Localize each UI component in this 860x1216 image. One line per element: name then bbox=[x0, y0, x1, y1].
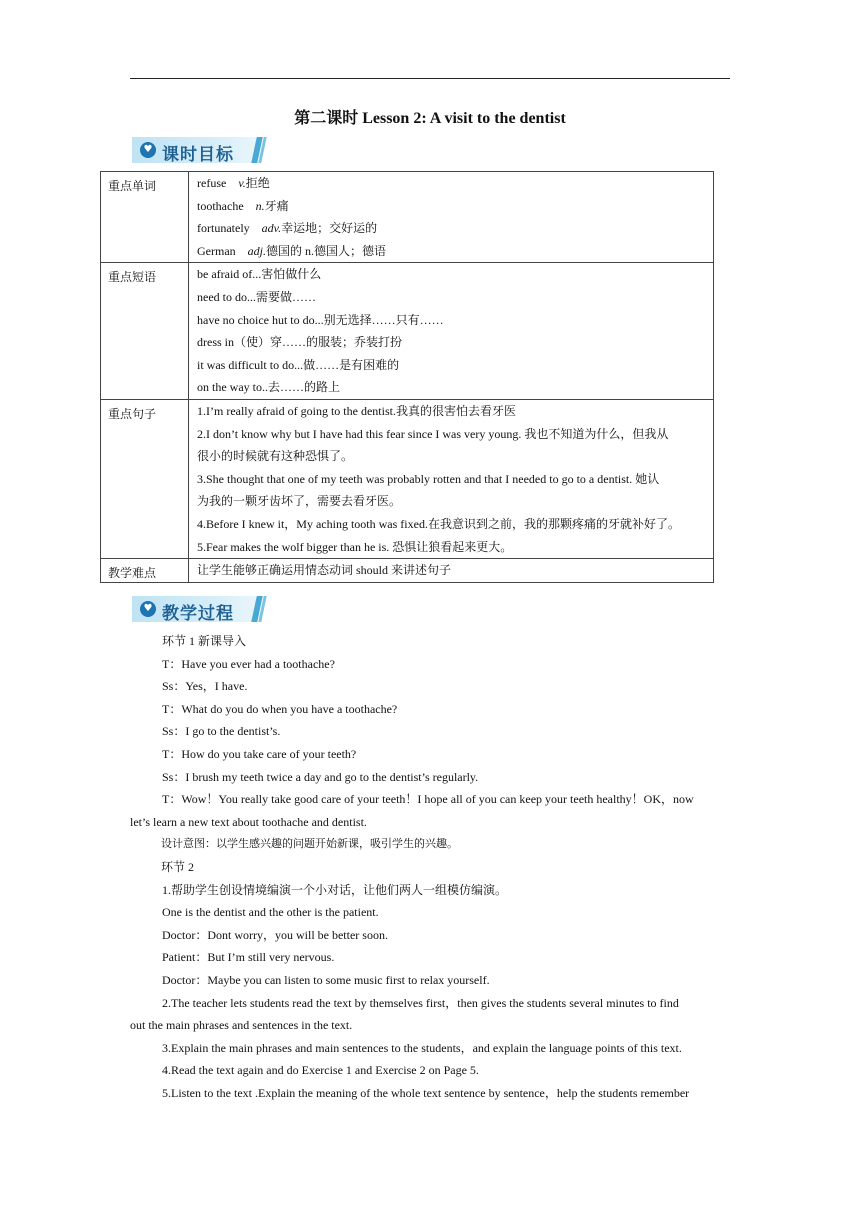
process-line: 设计意图：以学生感兴趣的问题开始新课，吸引学生的兴趣。 bbox=[161, 837, 458, 851]
process-line: Doctor：Dont worry，you will be better soon. bbox=[162, 927, 388, 942]
row-value bbox=[189, 399, 714, 558]
process-line: out the main phrases and sentences in the text. bbox=[130, 1018, 353, 1033]
header-rule bbox=[130, 78, 730, 79]
trophy-icon: ♥ bbox=[140, 142, 156, 158]
row-value bbox=[189, 172, 714, 263]
sentence-line: 2.I don’t know why but I have had this fear since I was very young. 我也不知道为什么，但我从 bbox=[197, 426, 669, 441]
table-row bbox=[101, 172, 714, 263]
phrase-line: dress in（使）穿……的服装；乔装打扮 bbox=[197, 335, 402, 350]
table-row bbox=[101, 399, 714, 558]
page-title: 第二课时 Lesson 2: A visit to the dentist bbox=[294, 110, 566, 127]
process-line: Doctor：Maybe you can listen to some music first to relax yourself. bbox=[162, 972, 490, 987]
process-line: 2.The teacher lets students read the text by themselves first，then gives the students several minutes to find bbox=[162, 995, 679, 1010]
sentence-line: 5.Fear makes the wolf bigger than he is. 恐惧让狼看起来更大。 bbox=[197, 539, 513, 554]
process-line: Patient：But I’m still very nervous. bbox=[162, 950, 335, 965]
phrase-line: on the way to..去……的路上 bbox=[197, 380, 340, 395]
table-row bbox=[101, 559, 714, 583]
section-banner-goals bbox=[132, 137, 266, 163]
word-line: German adj.德国的 n.德国人；德语 bbox=[197, 243, 387, 258]
trophy-icon: ♥ bbox=[140, 601, 156, 617]
process-line: Ss：I brush my teeth twice a day and go to the dentist’s regularly. bbox=[162, 769, 479, 784]
banner-label: 课时目标 bbox=[162, 145, 234, 165]
row-key: 重点单词 bbox=[101, 172, 189, 263]
sentence-line: 很小的时候就有这种恐惧了。 bbox=[197, 449, 354, 464]
banner-label: 教学过程 bbox=[162, 604, 234, 624]
section-banner-process bbox=[132, 596, 266, 622]
process-line: T：Have you ever had a toothache? bbox=[162, 656, 335, 671]
phrase-line: have no choice hut to do...别无选择……只有…… bbox=[197, 312, 444, 327]
phrase-line: need to do...需要做…… bbox=[197, 289, 316, 304]
sentence-line: 3.She thought that one of my teeth was probably rotten and that I needed to go to a dentist. 她认 bbox=[197, 471, 660, 486]
word-line: refuse v.拒绝 bbox=[197, 176, 270, 190]
row-value bbox=[189, 263, 714, 400]
word-line: toothache n.牙痛 bbox=[197, 198, 289, 213]
process-line: T：How do you take care of your teeth? bbox=[162, 746, 357, 761]
phrase-line: it was difficult to do...做……是有困难的 bbox=[197, 357, 400, 372]
process-line: 3.Explain the main phrases and main sentences to the students，and explain the language points of this text. bbox=[162, 1040, 682, 1055]
phrase-line: be afraid of...害怕做什么 bbox=[197, 267, 322, 282]
row-value bbox=[189, 559, 714, 583]
goals-table bbox=[100, 171, 714, 583]
process-line: T：What do you do when you have a toothache? bbox=[162, 701, 398, 716]
teaching-process bbox=[130, 630, 732, 1104]
row-key: 重点句子 bbox=[101, 399, 189, 558]
table-row bbox=[101, 263, 714, 400]
process-line: 环节 2 bbox=[161, 859, 195, 874]
process-line: One is the dentist and the other is the patient. bbox=[162, 905, 379, 920]
process-line: let’s learn a new text about toothache and dentist. bbox=[130, 814, 367, 829]
row-key: 重点短语 bbox=[101, 263, 189, 400]
process-line: 1.帮助学生创设情境编演一个小对话，让他们两人一组模仿编演。 bbox=[162, 882, 508, 897]
process-line: 4.Read the text again and do Exercise 1 and Exercise 2 on Page 5. bbox=[162, 1063, 479, 1078]
process-line: Ss：I go to the dentist’s. bbox=[162, 724, 281, 739]
sentence-line: 4.Before I knew it，My aching tooth was fixed.在我意识到之前，我的那颗疼痛的牙就补好了。 bbox=[197, 516, 680, 531]
word-line: fortunately adv.幸运地；交好运的 bbox=[197, 221, 378, 236]
process-line: T：Wow！You really take good care of your teeth！I hope all of you can keep your teeth healthy！OK，now bbox=[162, 792, 694, 807]
process-line: 环节 1 新课导入 bbox=[162, 634, 247, 648]
sentence-line: 为我的一颗牙齿坏了，需要去看牙医。 bbox=[197, 494, 402, 509]
sentence-line: 1.I’m really afraid of going to the dentist.我真的很害怕去看牙医 bbox=[197, 403, 516, 418]
process-line: 5.Listen to the text .Explain the meaning of the whole text sentence by sentence，help the students remember bbox=[162, 1085, 690, 1100]
difficulty-line: 让学生能够正确运用情态动词 should 来讲述句子 bbox=[197, 563, 452, 578]
row-key: 教学难点 bbox=[101, 559, 189, 583]
process-line: Ss：Yes，I have. bbox=[162, 679, 248, 694]
